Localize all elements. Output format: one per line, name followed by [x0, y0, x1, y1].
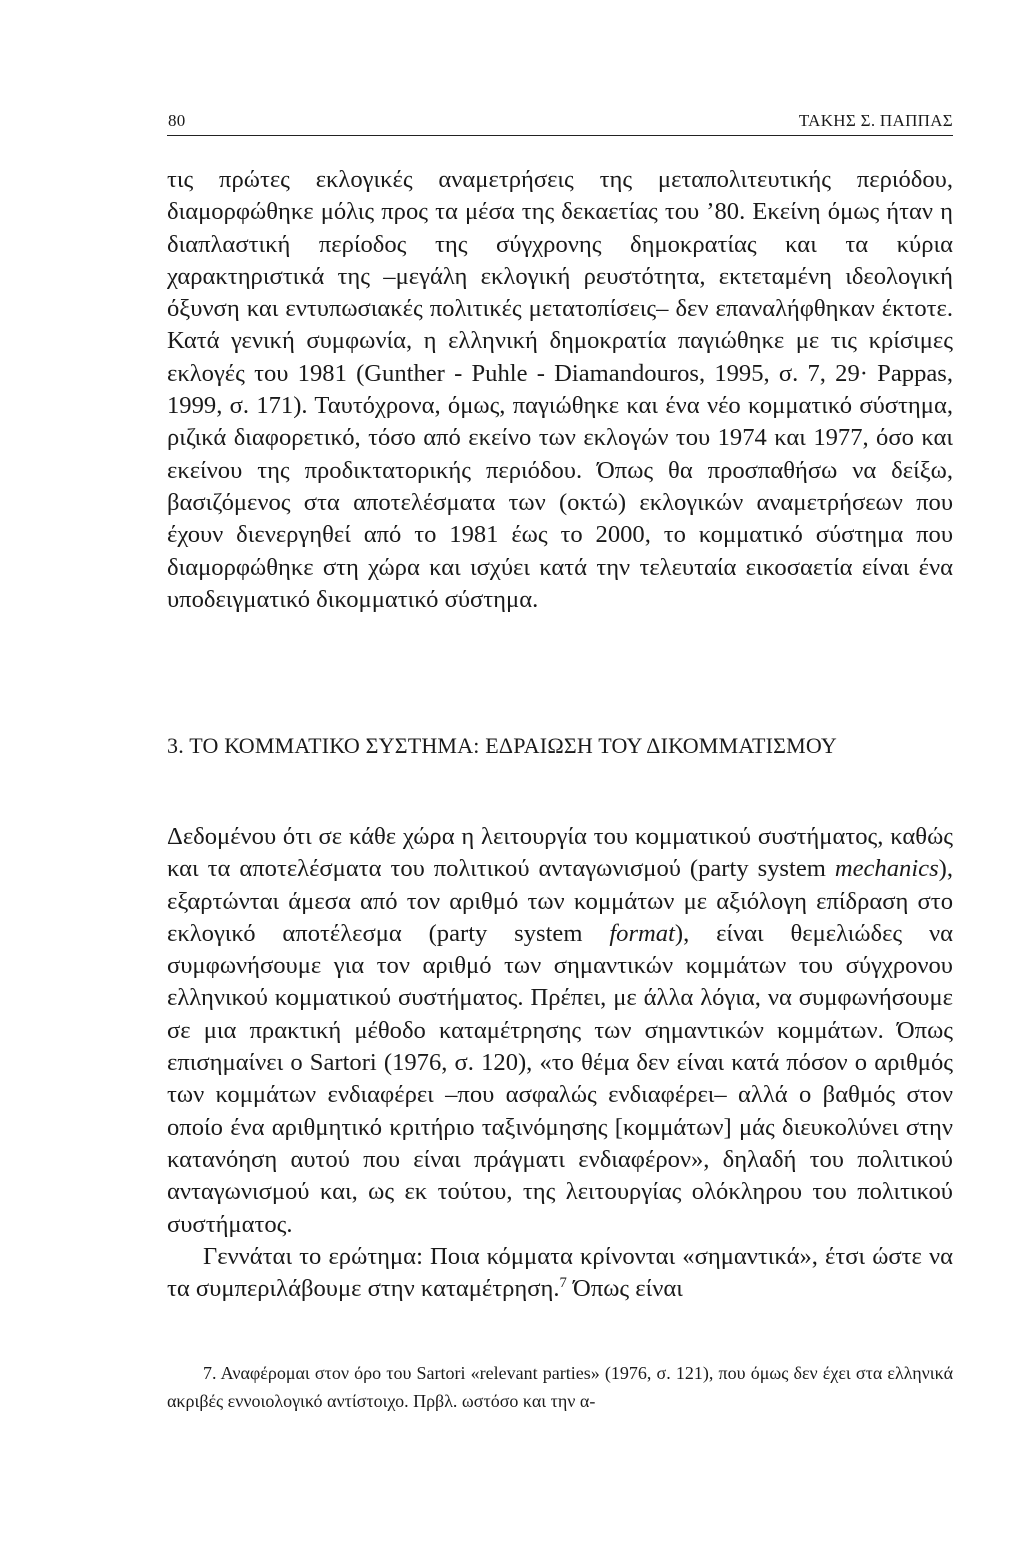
- paragraph-1: τις πρώτες εκλογικές αναμετρήσεις της μεταπολιτευτικής περιόδου, διαμορφώθηκε μόλις προς τα μέσα της δεκαετίας του ’80. Εκείνη όμως ήταν η διαπλαστική περίοδος της σύγχρονης δημοκρατίας και τα κύρια χαρακτηριστικά της –μεγάλη εκλογική ρευστότητα, εκτεταμένη ιδεολογική όξυνση και εντυπωσιακές πολιτικές μετατοπίσεις– δεν επαναλήφθηκαν έκτοτε. Κατά γενική συμφωνία, η ελληνική δημοκρατία παγιώθηκε με τις κρίσιμες εκλογές του 1981 (Gunther - Puhle - Diamandouros, 1995, σ. 7, 29· Pappas, 1999, σ. 171). Ταυτόχρονα, όμως, παγιώθηκε και ένα νέο κομματικό σύστημα, ριζικά διαφορετικό, τόσο από εκείνο των εκλογών του 1974 και 1977, όσο και εκείνου της προδικτατορικής περιόδου. Όπως θα προσπαθήσω να δείξω, βασιζόμενος στα αποτελέσματα των (οκτώ) εκλογικών αναμετρήσεων που έχουν διενεργηθεί από το 1981 έως το 2000, το κομματικό σύστημα που διαμορφώθηκε στη χώρα και ισχύει κατά την τελευταία εικοσαετία είναι ένα υποδειγματικό δικομματικό σύστημα.: [167, 166, 953, 613]
- section-p1-text-3: ), είναι θεμελιώδες να συμφωνήσουμε για τον αριθμό των σημαντικών κομμάτων του σύγχρονου ελληνικού κομματικού συστήματος. Πρέπει, με άλλα λόγια, να συμφωνήσουμε σε μια πρακτική μέθοδο καταμέτρησης των σημαντικών κομμάτων. Όπως επισημαίνει ο Sartori (1976, σ. 120), «το θέμα δεν είναι κατά πόσον ο αριθμός των κομμάτων ενδιαφέρει –που ασφαλώς ενδιαφέρει– αλλά ο βαθμός στον οποίο ένα αριθμητικό κριτήριο ταξινόμησης [κομμάτων] μάς διευκολύνει στην κατανόηση αυτού που είναι πράγματι ενδιαφέρον», δηλαδή του πολιτικού ανταγωνισμού και, ως εκ τούτου, της λειτουργίας ολόκληρου του πολιτικού συστήματος.: [167, 919, 953, 1238]
- section-body: [167, 821, 953, 1305]
- section-p1-text-1: Δεδομένου ότι σε κάθε χώρα η λειτουργία του κομματικού συστήματος, καθώς και τα αποτελέσματα του πολιτικού ανταγωνισμού (party system: [167, 823, 953, 883]
- section-p1-emphasis-format: format: [609, 919, 675, 947]
- page-number: 80: [168, 111, 186, 130]
- section-heading: 3. ΤΟ ΚΟΜΜΑΤΙΚΟ ΣΥΣΤΗΜΑ: ΕΔΡΑΙΩΣΗ ΤΟΥ ΔΙΚΟΜΜΑΤΙΣΜΟΥ: [167, 733, 838, 758]
- footnote-reference[interactable]: 7: [559, 1274, 567, 1291]
- section-p2-tail: Όπως είναι: [566, 1275, 683, 1303]
- section-p2-text: Γεννάται το ερώτημα: Ποια κόμματα κρίνονται «σημαντικά», έτσι ώστε να τα συμπεριλάβουμε στην καταμέτρηση.: [167, 1242, 953, 1303]
- continued-paragraph: [167, 164, 953, 616]
- footnote-7: 7. Αναφέρομαι στον όρο του Sartori «relevant parties» (1976, σ. 121), που όμως δεν έχει στα ελληνικά ακριβές εννοιολογικό αντίστοιχο. Πρβλ. ωστόσο και την α-: [167, 1363, 953, 1411]
- section-paragraph-2: [167, 1241, 953, 1306]
- section-p1-text-2: ), εξαρτώνται άμεσα από τον αριθμό των κομμάτων με αξιόλογη επίδραση στο εκλογικό αποτέλεσμα (party system: [167, 855, 953, 947]
- section-p1-emphasis-mechanics: mechanics: [834, 855, 939, 883]
- running-head-author: ΤΑΚΗΣ Σ. ΠΑΠΠΑΣ: [798, 111, 953, 130]
- running-header: [167, 111, 953, 136]
- section-paragraph-1: [167, 821, 953, 1241]
